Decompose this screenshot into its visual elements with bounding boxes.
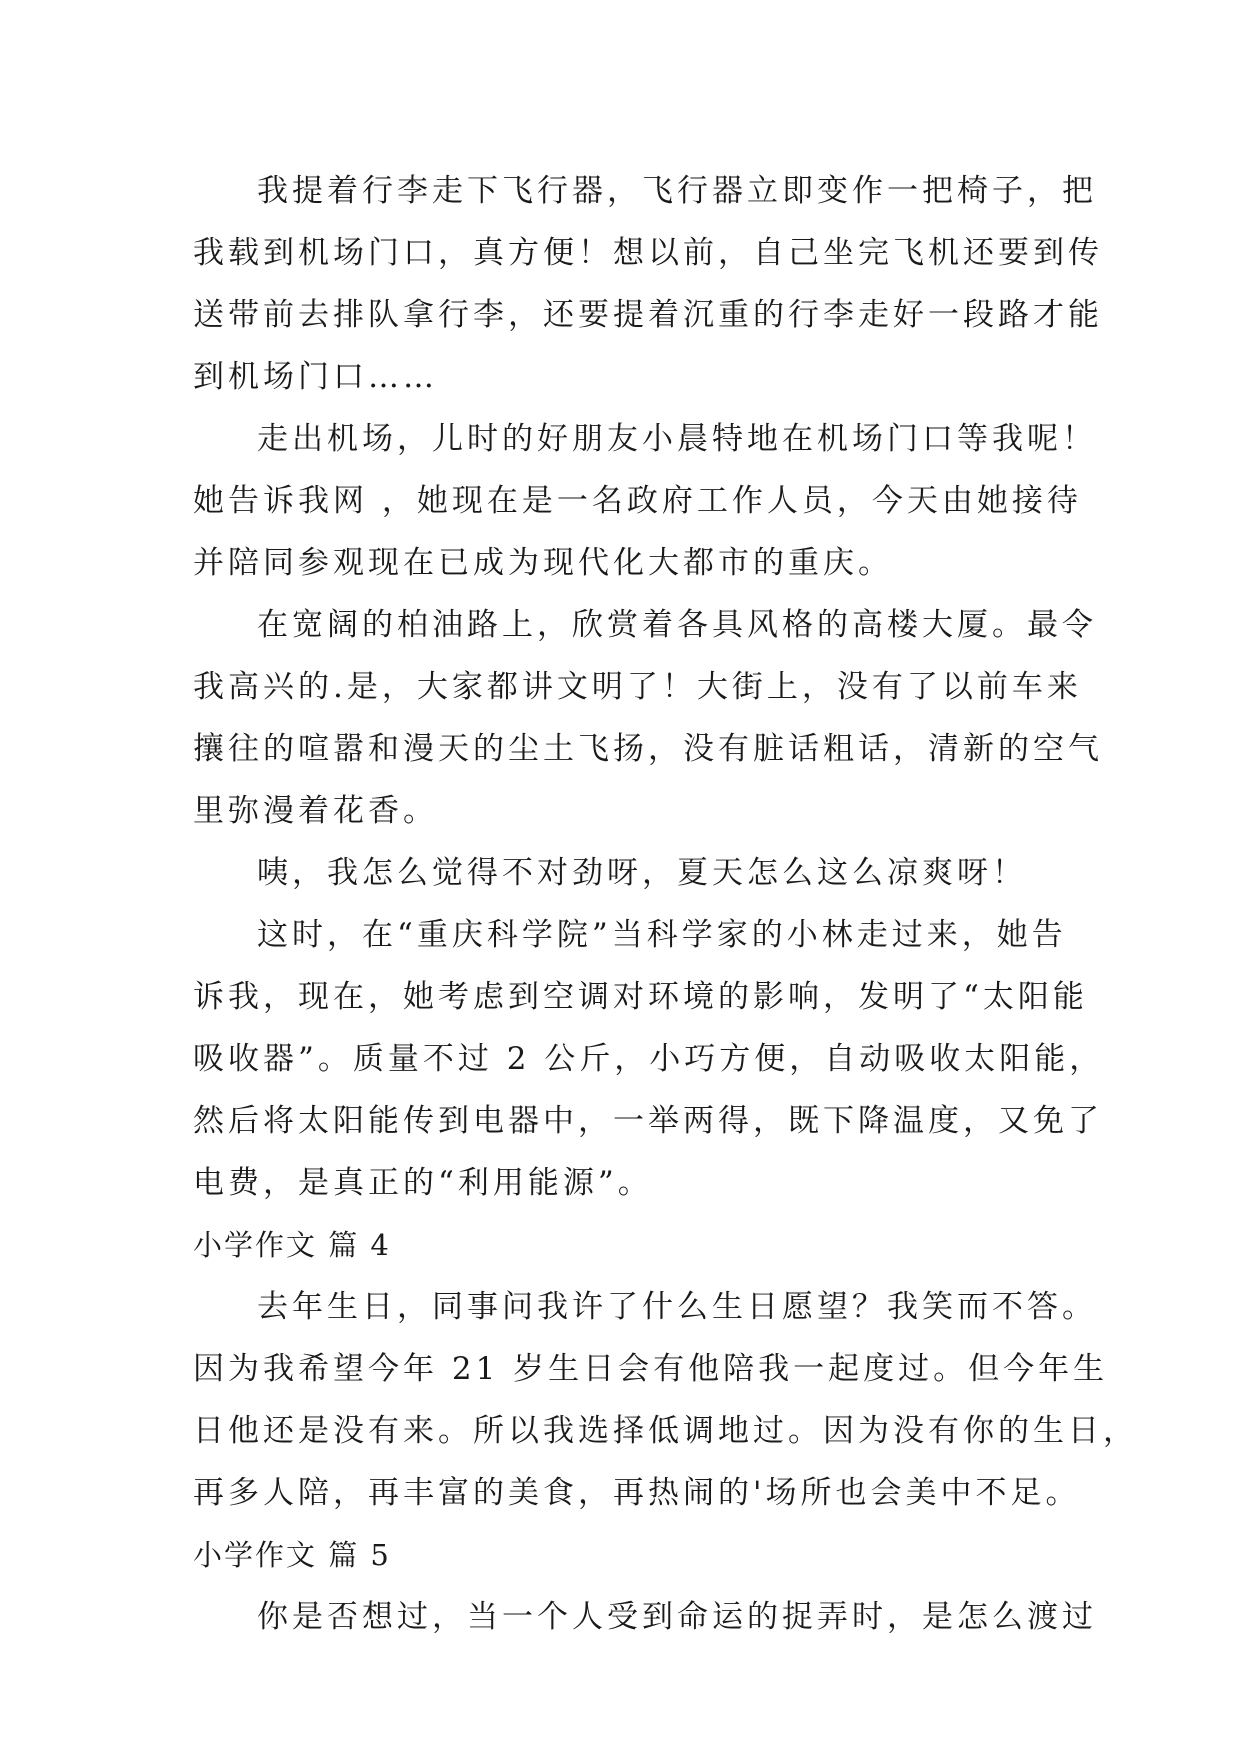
text-line: 在宽阔的柏油路上，欣赏着各具风格的高楼大厦。最令 [257, 607, 1097, 643]
section-heading: 小学作文 篇 4 [193, 1228, 391, 1262]
text-line: 电费，是真正的“利用能源”。 [193, 1165, 653, 1201]
text-line: 去年生日，同事问我许了什么生日愿望？我笑而不答。 [257, 1289, 1097, 1325]
text-line: 我载到机场门口，真方便！想以前，自己坐完飞机还要到传 [193, 235, 1103, 271]
text-line: 因为我希望今年 21 岁生日会有他陪我一起度过。但今年生 [193, 1351, 1109, 1387]
text-line: 再多人陪，再丰富的美食，再热闹的'场所也会美中不足。 [193, 1475, 1081, 1511]
text-line: 并陪同参观现在已成为现代化大都市的重庆。 [193, 545, 893, 581]
paragraph [193, 842, 1053, 904]
paragraph [193, 1586, 1097, 1648]
text-line: 你是否想过，当一个人受到命运的捉弄时，是怎么渡过 [257, 1599, 1097, 1635]
text-line: 送带前去排队拿行李，还要提着沉重的行李走好一段路才能 [193, 297, 1103, 333]
text-line: 我提着行李走下飞行器，飞行器立即变作一把椅子，把 [257, 173, 1097, 209]
text-line: 然后将太阳能传到电器中，一举两得，既下降温度，又免了 [193, 1103, 1103, 1139]
text-line: 这时，在“重庆科学院”当科学家的小林走过来，她告 [257, 917, 1067, 953]
text-line: 我高兴的.是，大家都讲文明了！大街上，没有了以前车来 [193, 669, 1082, 705]
text-line: 她告诉我网 ，她现在是一名政府工作人员，今天由她接待 [193, 483, 1082, 519]
section-heading-4 [193, 1214, 1053, 1276]
text-line: 攘往的喧嚣和漫天的尘土飞扬，没有脏话粗话，清新的空气 [193, 731, 1103, 767]
section-heading: 小学作文 篇 5 [193, 1538, 391, 1572]
paragraph [193, 594, 1103, 842]
text-line: 到机场门口…… [193, 359, 438, 395]
section-heading-5 [193, 1524, 1053, 1586]
paragraph [193, 904, 1105, 1214]
text-line: 吸收器”。质量不过 2 公斤，小巧方便，自动吸收太阳能， [193, 1041, 1105, 1077]
text-line: 里弥漫着花香。 [193, 793, 438, 829]
paragraph [193, 1276, 1138, 1524]
text-line: 走出机场，儿时的好朋友小晨特地在机场门口等我呢！ [257, 421, 1097, 457]
text-line: 诉我，现在，她考虑到空调对环境的影响，发明了“太阳能 [193, 979, 1088, 1015]
paragraph [193, 408, 1097, 594]
paragraph [193, 160, 1103, 408]
text-line: 日他还是没有来。所以我选择低调地过。因为没有你的生日， [193, 1413, 1138, 1449]
document-body [193, 160, 1138, 1648]
text-line: 咦，我怎么觉得不对劲呀，夏天怎么这么凉爽呀！ [257, 855, 1027, 891]
